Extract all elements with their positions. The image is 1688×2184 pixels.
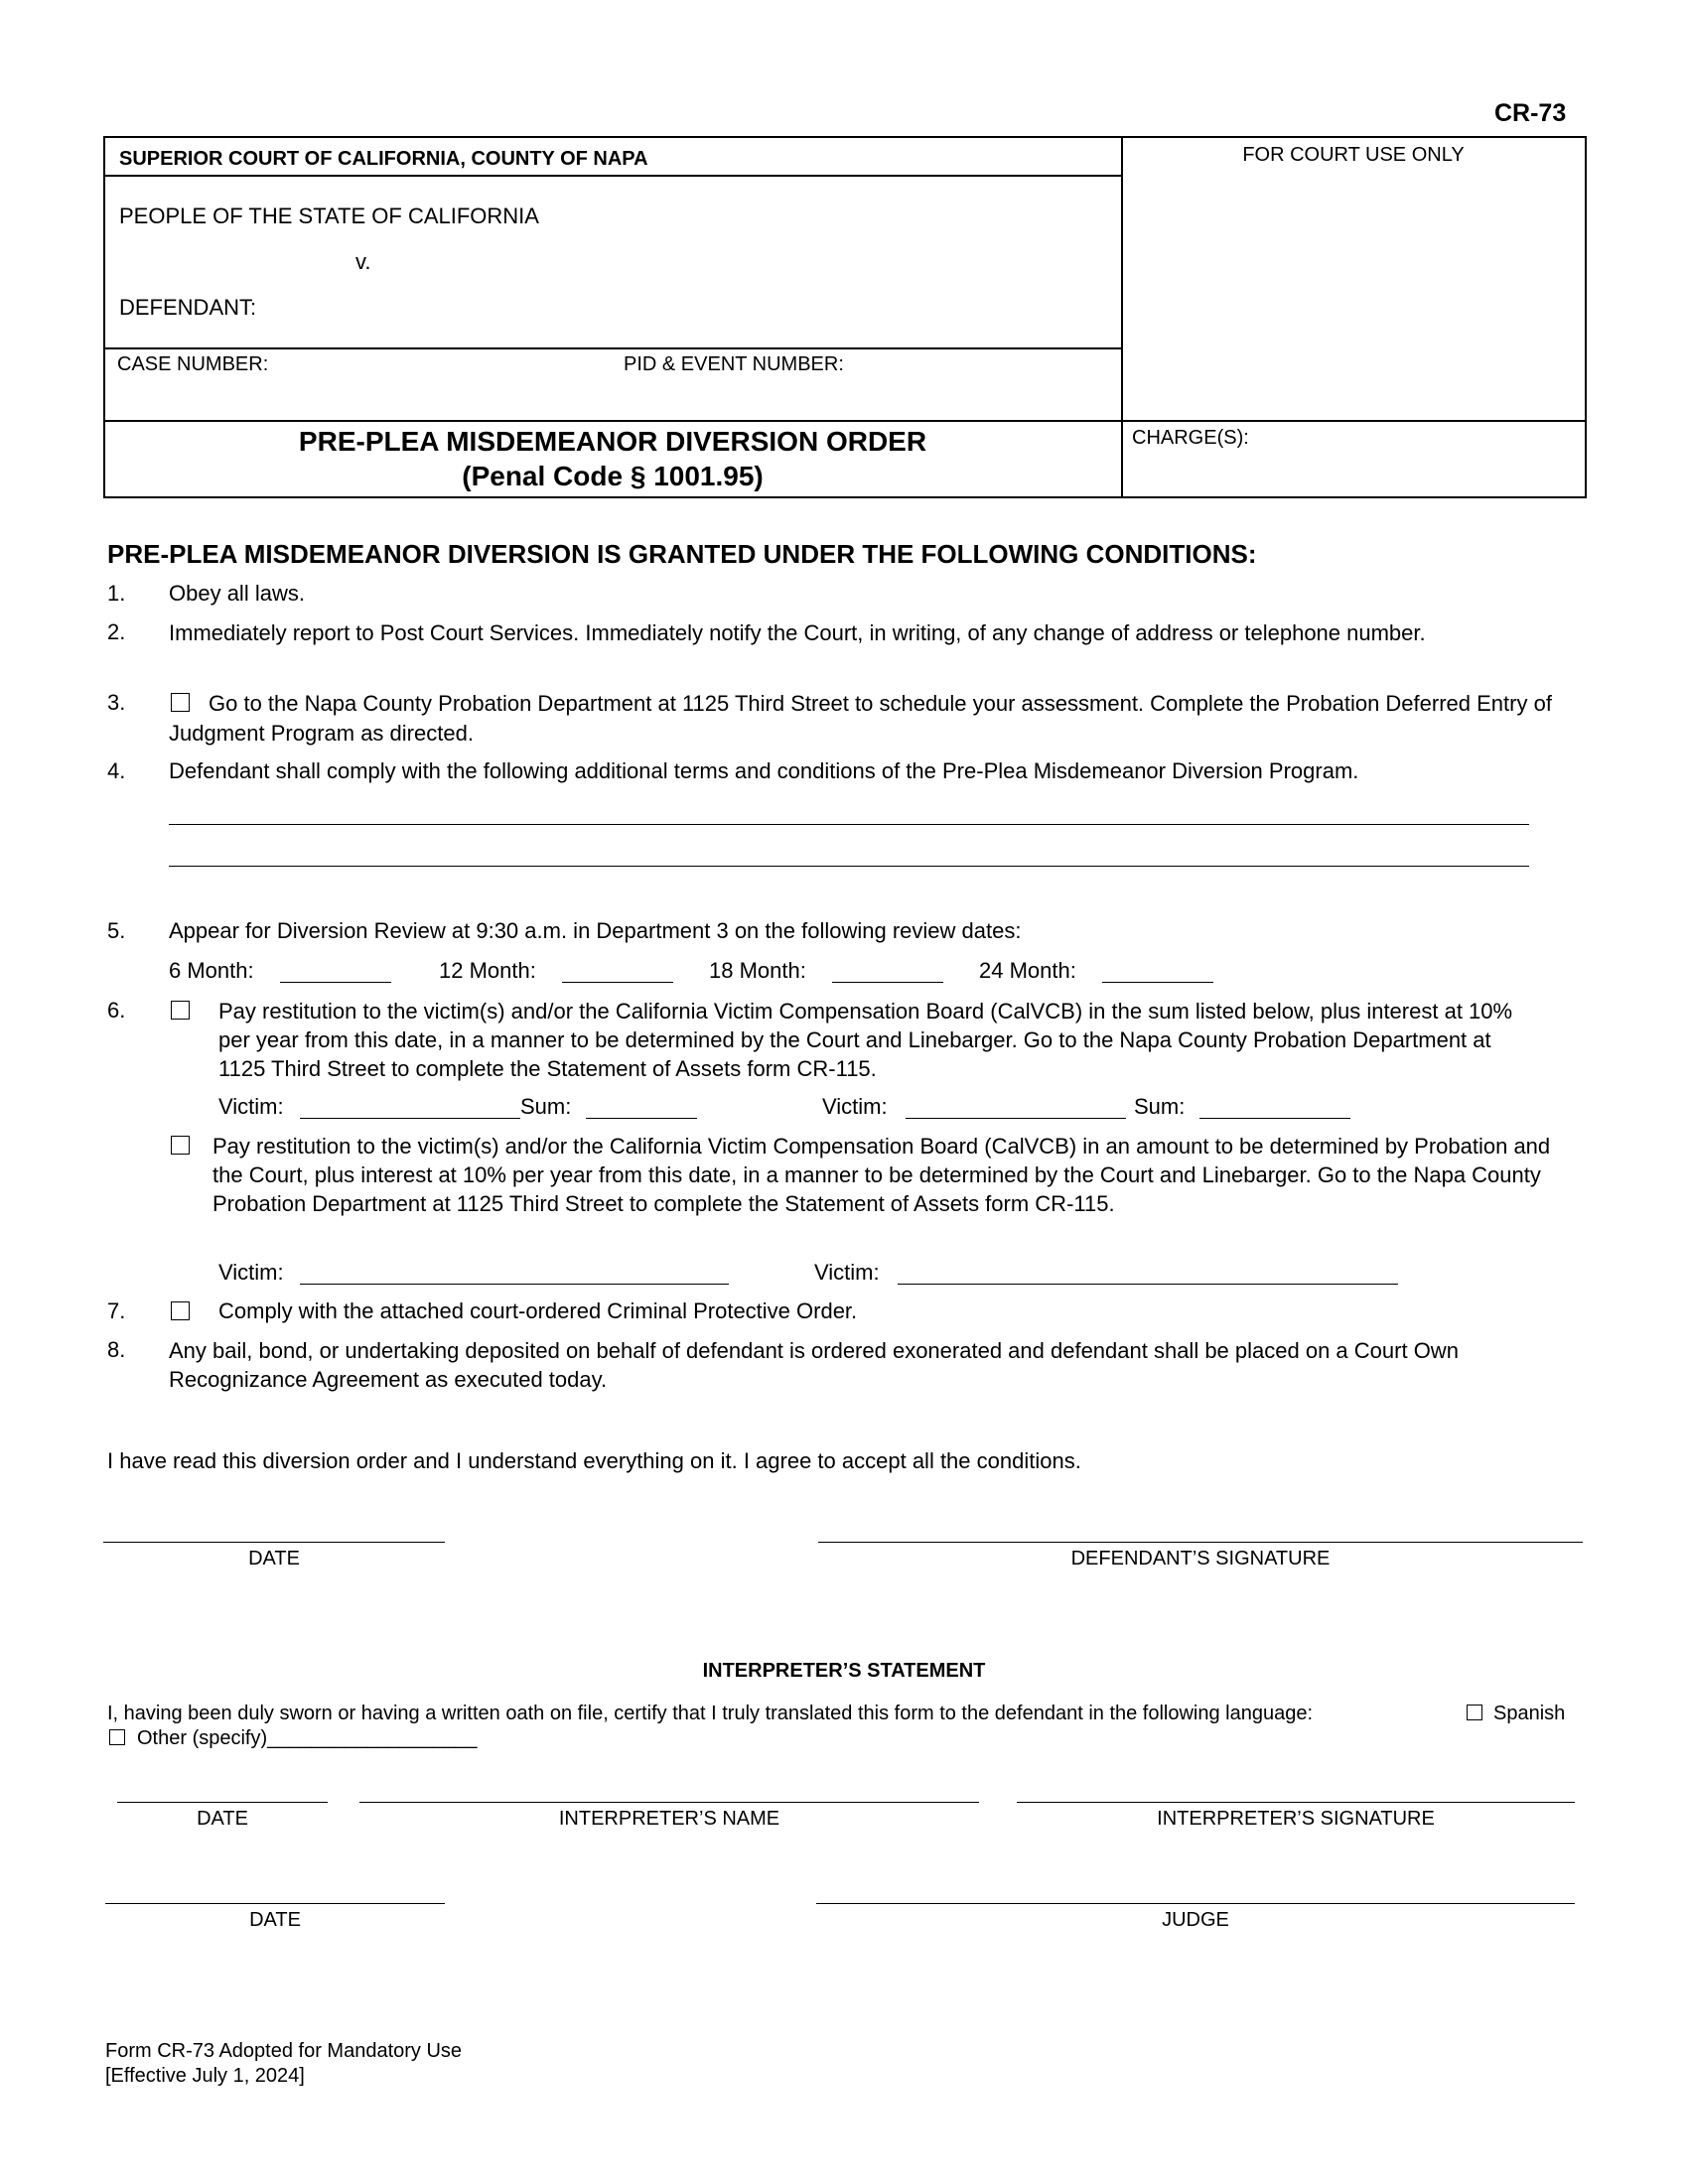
- judge-date-line[interactable]: [105, 1903, 445, 1904]
- judge-label: JUDGE: [1162, 1909, 1229, 1931]
- victim-2-field[interactable]: [906, 1118, 1126, 1119]
- victim-4-label: Victim:: [814, 1260, 880, 1285]
- court-name: SUPERIOR COURT OF CALIFORNIA, COUNTY OF NAPA: [119, 148, 648, 170]
- review-18-month-label: 18 Month:: [709, 958, 806, 983]
- condition-6b-checkbox[interactable]: [171, 1136, 190, 1155]
- interpreter-signature-label: INTERPRETER’S SIGNATURE: [1157, 1808, 1435, 1830]
- review-12-month-field[interactable]: [562, 982, 673, 983]
- spanish-label: Spanish: [1493, 1703, 1566, 1724]
- defendant-signature-label: DEFENDANT’S SIGNATURE: [1070, 1548, 1331, 1570]
- review-24-month-label: 24 Month:: [979, 958, 1076, 983]
- condition-5-number: 5.: [107, 918, 126, 943]
- other-language-checkbox[interactable]: [109, 1729, 125, 1745]
- interpreter-name-label: INTERPRETER’S NAME: [558, 1808, 780, 1830]
- condition-5-text: Appear for Diversion Review at 9:30 a.m. in Department 3 on the following review dates:: [169, 918, 1022, 943]
- review-18-month-field[interactable]: [832, 982, 943, 983]
- interpreter-statement: I, having been duly sworn or having a written oath on file, certify that I truly translated this form to the defendant in the following language:: [107, 1703, 1314, 1724]
- victim-3-label: Victim:: [218, 1260, 284, 1285]
- review-24-month-field[interactable]: [1102, 982, 1213, 983]
- condition-7-text: Comply with the attached court-ordered Criminal Protective Order.: [218, 1298, 858, 1323]
- victim-4-field[interactable]: [898, 1284, 1398, 1285]
- condition-6a-checkbox[interactable]: [171, 1001, 190, 1020]
- condition-4-blank-line-1[interactable]: [169, 824, 1529, 825]
- condition-4-number: 4.: [107, 758, 126, 783]
- condition-6-number: 6.: [107, 998, 126, 1023]
- judge-signature-line[interactable]: [816, 1903, 1575, 1904]
- footer-form-adoption: Form CR-73 Adopted for Mandatory Use: [105, 2040, 463, 2062]
- judge-date-label: DATE: [249, 1909, 301, 1931]
- spanish-checkbox[interactable]: [1467, 1705, 1482, 1720]
- condition-6a-text: Pay restitution to the victim(s) and/or the California Victim Compensation Board (CalVCB) in the sum listed below, plus interest at 10% per year from this date, in a manner to be determined by the Court and Linebarger. Go to the Napa County Probation Department at 1125 Third Street to complete the Statement of Assets form CR-115.: [218, 999, 1513, 1081]
- interpreter-date-label: DATE: [197, 1808, 248, 1830]
- review-6-month-label: 6 Month:: [169, 958, 254, 983]
- form-id: CR-73: [1494, 99, 1567, 127]
- form-title: PRE-PLEA MISDEMEANOR DIVERSION ORDER: [298, 426, 927, 457]
- condition-4-blank-line-2[interactable]: [169, 866, 1529, 867]
- interpreter-name-line[interactable]: [359, 1802, 979, 1803]
- condition-4-text: Defendant shall comply with the following additional terms and conditions of the Pre-Plea Misdemeanor Diversion Program.: [169, 758, 1359, 783]
- interpreter-heading: INTERPRETER’S STATEMENT: [702, 1660, 986, 1682]
- people-label: PEOPLE OF THE STATE OF CALIFORNIA: [119, 204, 539, 228]
- versus-label: v.: [355, 249, 371, 274]
- review-6-month-field[interactable]: [280, 982, 391, 983]
- condition-2-number: 2.: [107, 619, 126, 644]
- condition-6b-text: Pay restitution to the victim(s) and/or the California Victim Compensation Board (CalVCB) in an amount to be determined by Probation and the Court, plus interest at 10% per year from this date, in a manner to be determined by the Court and Linebarger. Go to the Napa County Probation Department at 1125 Third Street to complete the Statement of Assets form CR-115.: [212, 1134, 1551, 1216]
- court-use-only-label: FOR COURT USE ONLY: [1242, 144, 1465, 166]
- defendant-signature-line[interactable]: [818, 1542, 1583, 1543]
- defendant-date-line[interactable]: [103, 1542, 445, 1543]
- pid-event-number-label: PID & EVENT NUMBER:: [624, 353, 844, 375]
- condition-8-text: Any bail, bond, or undertaking deposited on behalf of defendant is ordered exonerated and defendant shall be placed on a Court Own Recognizance Agreement as executed today.: [169, 1338, 1459, 1392]
- sum-2-label: Sum:: [1134, 1094, 1186, 1119]
- case-number-label: CASE NUMBER:: [117, 353, 269, 375]
- interpreter-date-line[interactable]: [117, 1802, 328, 1803]
- victim-2-label: Victim:: [822, 1094, 888, 1119]
- condition-1-text: Obey all laws.: [169, 581, 305, 606]
- acknowledgment-text: I have read this diversion order and I understand everything on it. I agree to accept all the conditions.: [107, 1448, 1081, 1473]
- sum-2-field[interactable]: [1199, 1118, 1350, 1119]
- victim-3-field[interactable]: [300, 1284, 729, 1285]
- form-subtitle: (Penal Code § 1001.95): [462, 461, 764, 491]
- condition-7-number: 7.: [107, 1298, 126, 1323]
- review-12-month-label: 12 Month:: [439, 958, 536, 983]
- condition-2-text: Immediately report to Post Court Services. Immediately notify the Court, in writing, of any change of address or telephone number.: [169, 620, 1426, 645]
- interpreter-signature-line[interactable]: [1017, 1802, 1575, 1803]
- sum-1-field[interactable]: [586, 1118, 697, 1119]
- victim-1-field[interactable]: [300, 1118, 520, 1119]
- sum-1-label: Sum:: [520, 1094, 572, 1119]
- footer-effective-date: [Effective July 1, 2024]: [105, 2065, 305, 2087]
- condition-3-text: Go to the Napa County Probation Department at 1125 Third Street to schedule your assessment. Complete the Probation Deferred Entry of Judgment Program as directed.: [169, 691, 1552, 746]
- defendant-label: DEFENDANT:: [119, 295, 257, 320]
- charges-label: CHARGE(S):: [1132, 427, 1249, 449]
- other-language-field[interactable]: Other (specify)___________________: [137, 1727, 478, 1749]
- condition-7-checkbox[interactable]: [171, 1301, 190, 1320]
- condition-1-number: 1.: [107, 581, 126, 606]
- defendant-date-label: DATE: [248, 1548, 300, 1570]
- condition-3-number: 3.: [107, 690, 126, 715]
- victim-1-label: Victim:: [218, 1094, 284, 1119]
- conditions-heading: PRE-PLEA MISDEMEANOR DIVERSION IS GRANTED UNDER THE FOLLOWING CONDITIONS:: [107, 539, 1257, 569]
- condition-8-number: 8.: [107, 1337, 126, 1362]
